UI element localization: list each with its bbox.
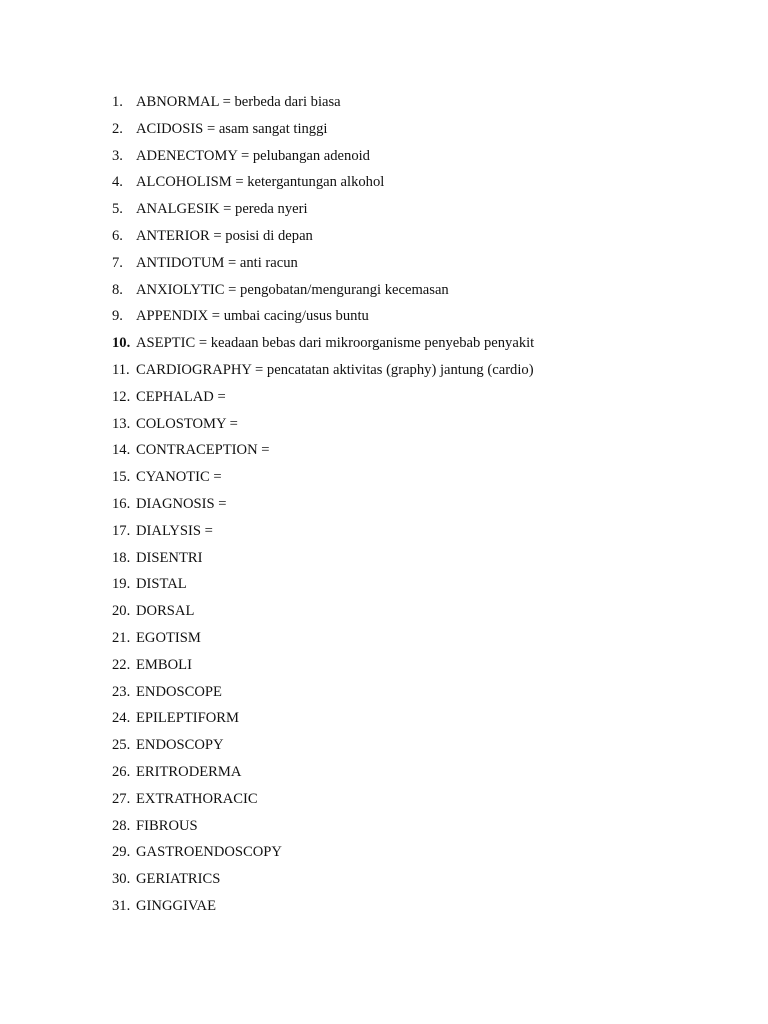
list-item xyxy=(0,384,768,411)
list-item xyxy=(0,545,768,572)
list-item xyxy=(0,759,768,786)
list-item xyxy=(0,813,768,840)
item-text: GASTROENDOSCOPY xyxy=(136,844,282,861)
item-text: APPENDIX = umbai cacing/usus buntu xyxy=(136,308,369,325)
list-item xyxy=(0,598,768,625)
list-item xyxy=(0,491,768,518)
item-number: 5. xyxy=(112,201,123,218)
item-text: EMBOLI xyxy=(136,656,192,673)
item-text: CEPHALAD = xyxy=(136,388,226,405)
item-text: DISENTRI xyxy=(136,549,203,566)
item-text: ENDOSCOPY xyxy=(136,737,224,754)
list-item xyxy=(0,839,768,866)
item-text: ANTERIOR = posisi di depan xyxy=(136,227,313,244)
item-number: 11. xyxy=(112,361,130,378)
item-text: DIALYSIS = xyxy=(136,522,213,539)
item-number: 13. xyxy=(112,415,131,432)
list-item xyxy=(0,705,768,732)
item-text: EXTRATHORACIC xyxy=(136,790,258,807)
item-number: 6. xyxy=(112,227,123,244)
item-number: 18. xyxy=(112,549,131,566)
item-number: 9. xyxy=(112,308,123,325)
list-item xyxy=(0,330,768,357)
term-list xyxy=(0,89,768,920)
item-text: ENDOSCOPE xyxy=(136,683,222,700)
list-item xyxy=(0,866,768,893)
item-text: ALCOHOLISM = ketergantungan alkohol xyxy=(136,174,385,191)
item-number: 19. xyxy=(112,576,131,593)
list-item xyxy=(0,303,768,330)
item-number: 24. xyxy=(112,710,131,727)
item-number: 7. xyxy=(112,254,123,271)
item-number: 4. xyxy=(112,174,123,191)
item-text: CARDIOGRAPHY = pencatatan aktivitas (graphy) jantung (cardio) xyxy=(136,361,534,378)
item-number: 28. xyxy=(112,817,131,834)
item-text: ERITRODERMA xyxy=(136,763,242,780)
item-text: ABNORMAL = berbeda dari biasa xyxy=(136,94,341,110)
item-number: 20. xyxy=(112,603,131,620)
item-text: EPILEPTIFORM xyxy=(136,710,239,727)
item-text: ANXIOLYTIC = pengobatan/mengurangi kecemasan xyxy=(136,281,449,298)
list-item xyxy=(0,196,768,223)
item-text: ASEPTIC = keadaan bebas dari mikroorganisme penyebab penyakit xyxy=(136,335,535,352)
item-text: COLOSTOMY = xyxy=(136,415,238,432)
list-item xyxy=(0,464,768,491)
list-item xyxy=(0,277,768,304)
item-text: GINGGIVAE xyxy=(136,897,216,914)
item-number: 31. xyxy=(112,897,131,914)
list-item xyxy=(0,169,768,196)
list-item xyxy=(0,679,768,706)
item-text: ACIDOSIS = asam sangat tinggi xyxy=(136,120,328,137)
item-number: 17. xyxy=(112,522,131,539)
list-item xyxy=(0,437,768,464)
item-number: 14. xyxy=(112,442,131,459)
item-text: CONTRACEPTION = xyxy=(136,442,270,459)
list-item xyxy=(0,652,768,679)
item-text: DORSAL xyxy=(136,603,195,620)
item-text: DIAGNOSIS = xyxy=(136,495,227,512)
item-number: 12. xyxy=(112,388,131,405)
list-item xyxy=(0,223,768,250)
item-number: 27. xyxy=(112,790,131,807)
item-number: 26. xyxy=(112,763,131,780)
item-number: 3. xyxy=(112,147,123,164)
item-text: CYANOTIC = xyxy=(136,469,222,486)
item-number: 25. xyxy=(112,737,131,754)
list-item xyxy=(0,116,768,143)
item-text: ADENECTOMY = pelubangan adenoid xyxy=(136,147,370,164)
list-item xyxy=(0,357,768,384)
item-text: EGOTISM xyxy=(136,629,201,646)
item-number: 2. xyxy=(112,120,123,137)
list-item xyxy=(0,786,768,813)
item-text: DISTAL xyxy=(136,576,187,593)
item-number: 23. xyxy=(112,683,131,700)
item-number: 30. xyxy=(112,871,131,888)
item-text: GERIATRICS xyxy=(136,871,221,888)
item-text: ANTIDOTUM = anti racun xyxy=(136,254,298,271)
list-item xyxy=(0,411,768,438)
list-item xyxy=(0,89,768,116)
item-number: 1. xyxy=(112,94,123,110)
list-item xyxy=(0,732,768,759)
item-text: ANALGESIK = pereda nyeri xyxy=(136,201,308,218)
item-number: 15. xyxy=(112,469,131,486)
list-item xyxy=(0,893,768,920)
item-text: FIBROUS xyxy=(136,817,198,834)
list-item xyxy=(0,143,768,170)
item-number: 29. xyxy=(112,844,131,861)
list-item xyxy=(0,571,768,598)
list-item xyxy=(0,625,768,652)
list-item xyxy=(0,250,768,277)
item-number: 16. xyxy=(112,495,131,512)
item-number: 8. xyxy=(112,281,123,298)
item-number: 10. xyxy=(112,335,131,352)
list-item xyxy=(0,518,768,545)
item-number: 22. xyxy=(112,656,131,673)
item-number: 21. xyxy=(112,629,131,646)
